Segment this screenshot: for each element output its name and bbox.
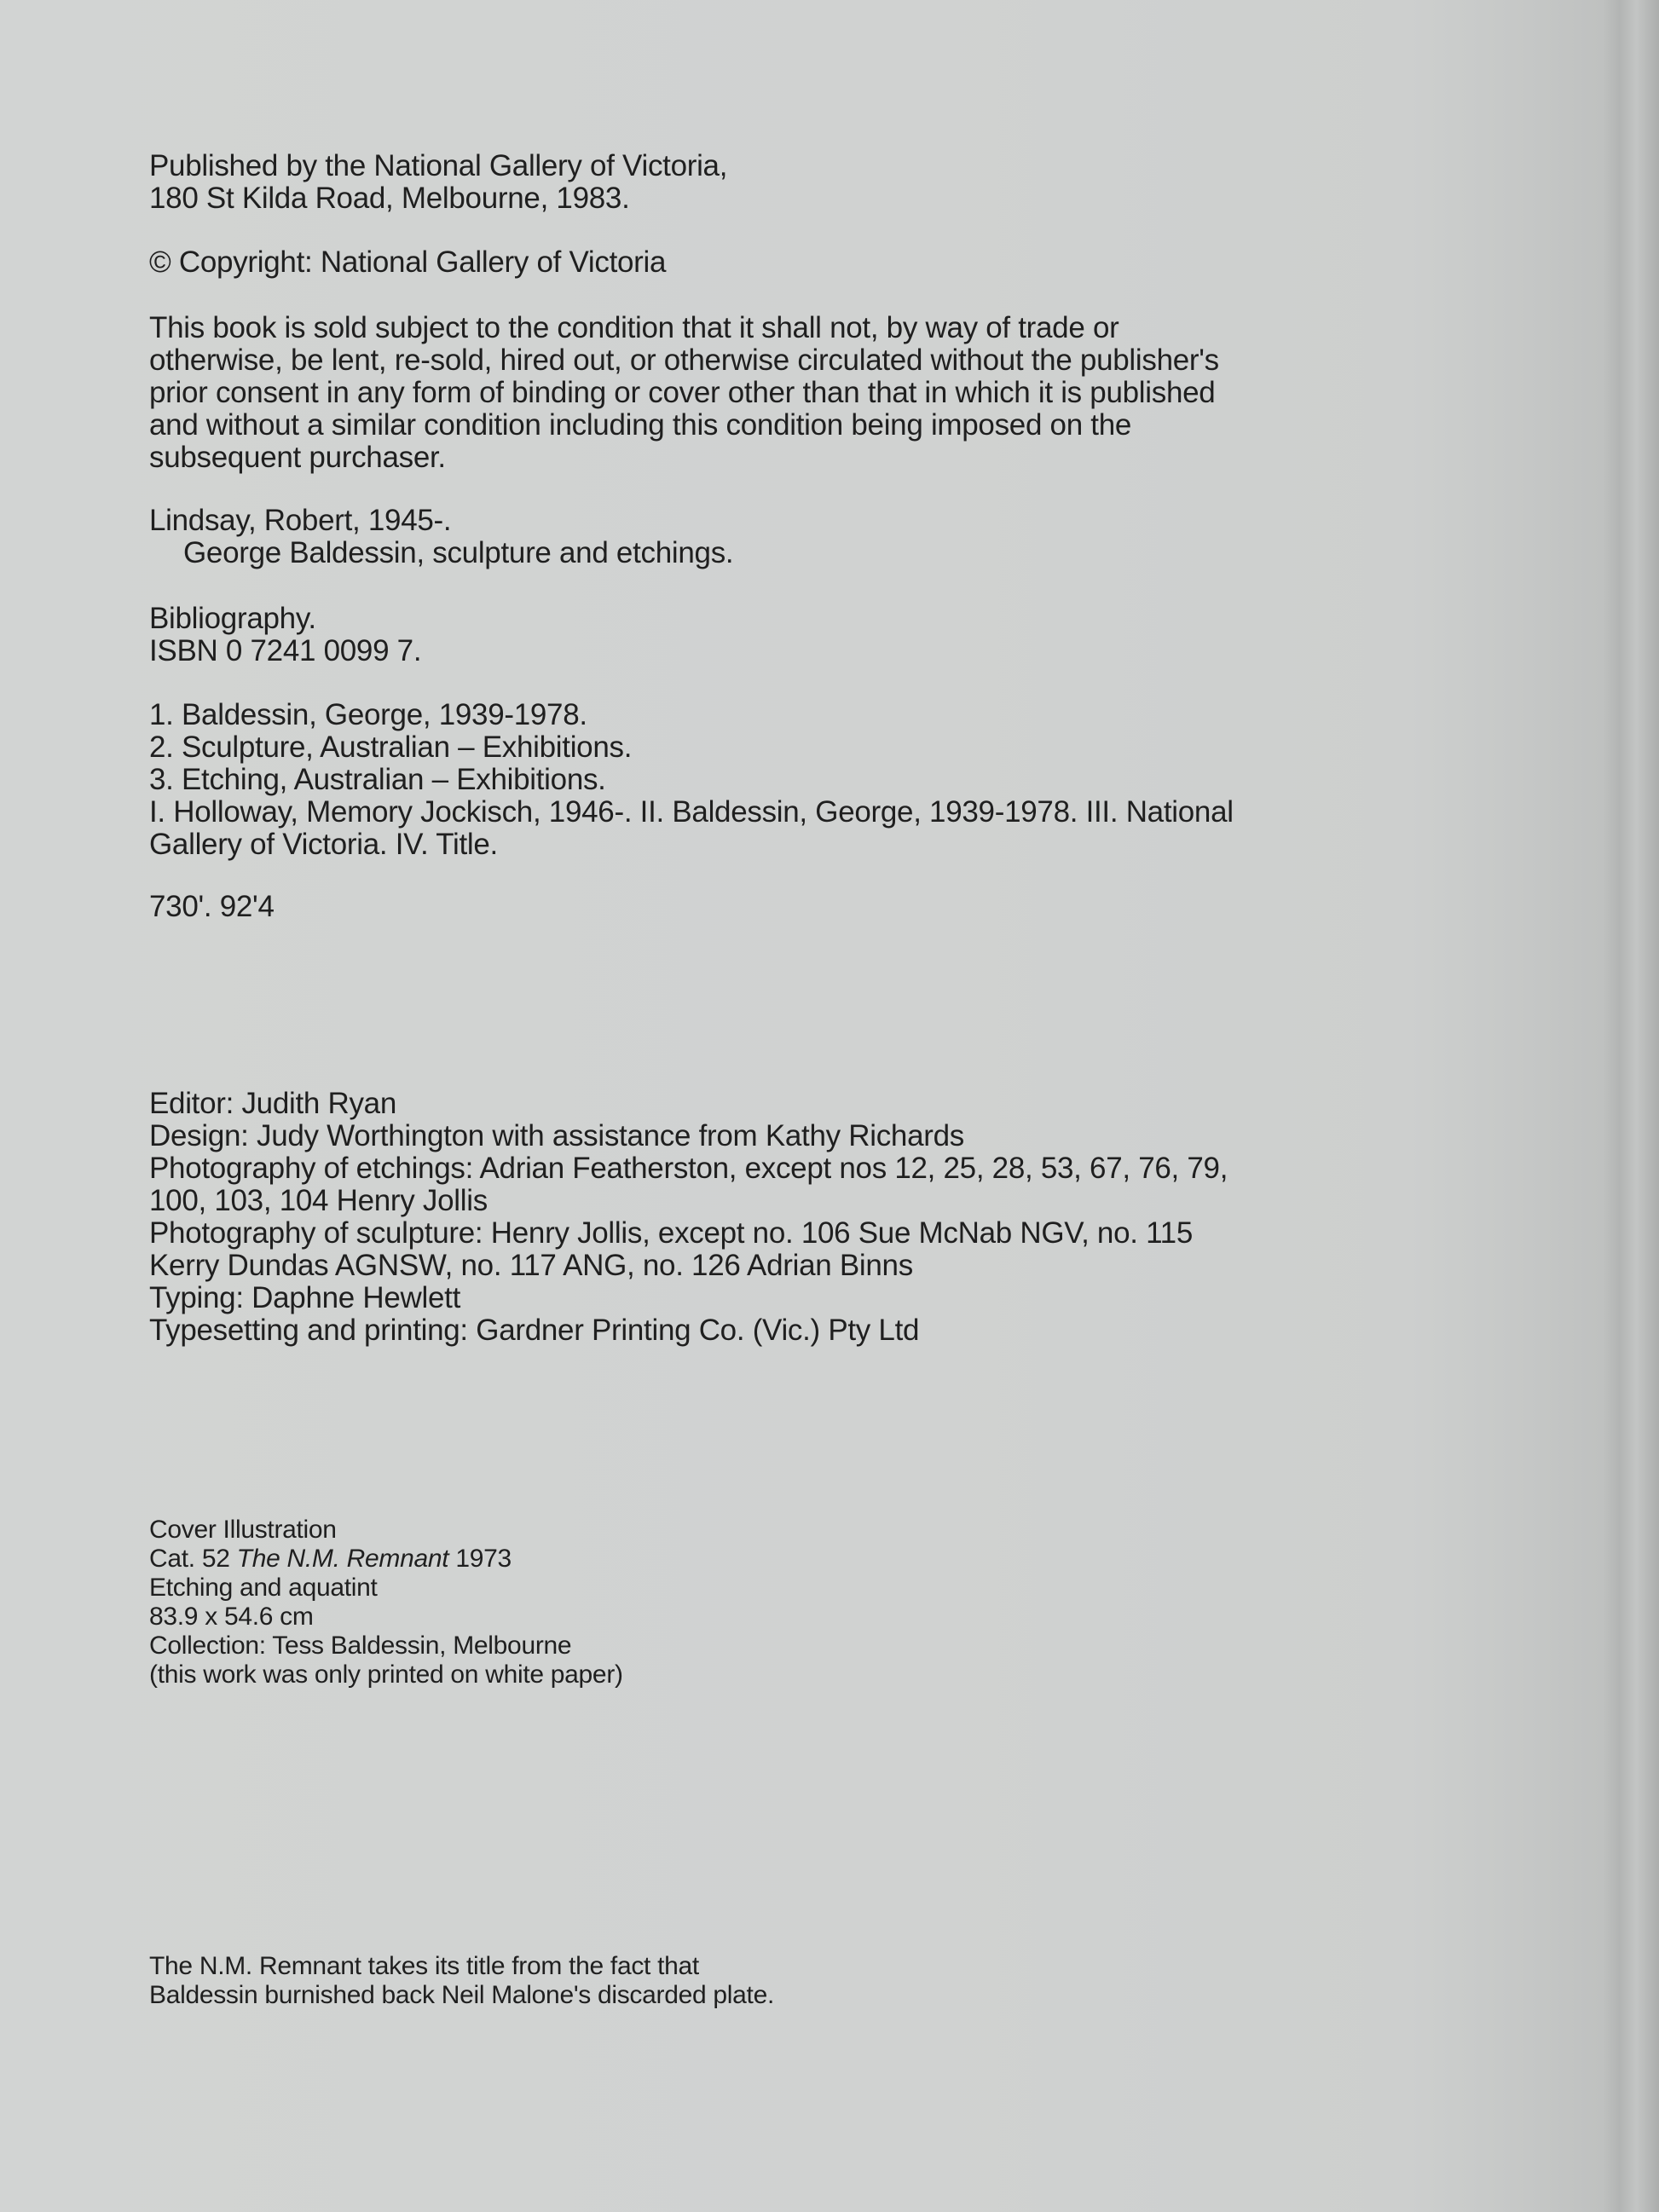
cover-illustration-block <box>149 1516 1309 1689</box>
added-entries: Gallery of Victoria. IV. Title. <box>149 828 498 861</box>
condition-line: otherwise, be lent, re-sold, hired out, or otherwise circulated without the publisher's <box>149 344 1219 377</box>
design-credit: Design: Judy Worthington with assistance from Kathy Richards <box>149 1119 964 1152</box>
artwork-year: 1973 <box>448 1545 512 1573</box>
subject-entry: 2. Sculpture, Australian – Exhibitions. <box>149 731 633 764</box>
condition-line: subsequent purchaser. <box>149 441 446 474</box>
cover-catalogue-line <box>149 1545 1309 1574</box>
footnote-line: Baldessin burnished back Neil Malone's discarded plate. <box>149 1981 774 2009</box>
cover-heading: Cover Illustration <box>149 1516 337 1544</box>
publisher-address: 180 St Kilda Road, Melbourne, 1983. <box>149 182 630 215</box>
typesetting-credit: Typesetting and printing: Gardner Printing Co. (Vic.) Pty Ltd <box>149 1314 920 1347</box>
credits-block <box>149 1088 1309 1347</box>
bibliography-note: Bibliography. <box>149 602 316 635</box>
typing-credit: Typing: Daphne Hewlett <box>149 1281 461 1314</box>
artwork-title: The N.M. Remnant <box>236 1545 449 1573</box>
copyright-text: © Copyright: National Gallery of Victoria <box>149 245 667 279</box>
author-entry: Lindsay, Robert, 1945-. <box>149 504 452 537</box>
title-entry: George Baldessin, sculpture and etchings. <box>183 536 734 569</box>
cat-number: Cat. 52 <box>149 1545 237 1573</box>
footnote-line: The N.M. Remnant takes its title from the fact that <box>149 1952 699 1980</box>
photo-sculpture-credit: Kerry Dundas AGNSW, no. 117 ANG, no. 126 Adrian Binns <box>149 1249 913 1282</box>
subject-entry: 3. Etching, Australian – Exhibitions. <box>149 763 606 796</box>
photo-etchings-credit: Photography of etchings: Adrian Featherston, except nos 12, 25, 28, 53, 67, 76, 79, <box>149 1152 1228 1185</box>
editor-credit: Editor: Judith Ryan <box>149 1087 397 1120</box>
subject-entry: 1. Baldessin, George, 1939-1978. <box>149 698 587 731</box>
condition-line: and without a similar condition including this condition being imposed on the <box>149 408 1132 442</box>
classification-number <box>149 891 1309 923</box>
sale-conditions <box>149 312 1309 474</box>
added-entries: I. Holloway, Memory Jockisch, 1946-. II. Baldessin, George, 1939-1978. III. National <box>149 795 1234 829</box>
photo-sculpture-credit: Photography of sculpture: Henry Jollis, except no. 106 Sue McNab NGV, no. 115 <box>149 1216 1193 1250</box>
photo-etchings-credit: 100, 103, 104 Henry Jollis <box>149 1184 488 1217</box>
catalogue-author <box>149 505 1309 569</box>
cover-note: (this work was only printed on white paper) <box>149 1660 623 1689</box>
classification-text: 730'. 92'4 <box>149 890 275 923</box>
catalogue-bibliography <box>149 603 1309 667</box>
condition-line: This book is sold subject to the condition that it shall not, by way of trade or <box>149 311 1119 344</box>
cover-dimensions: 83.9 x 54.6 cm <box>149 1603 314 1631</box>
catalogue-subjects <box>149 699 1309 861</box>
copyright-notice <box>149 246 1309 279</box>
isbn: ISBN 0 7241 0099 7. <box>149 634 422 667</box>
footnote-block <box>149 1952 1309 2010</box>
cover-collection: Collection: Tess Baldessin, Melbourne <box>149 1632 572 1660</box>
page-edge-shadow <box>1603 0 1659 2212</box>
publisher-line: Published by the National Gallery of Victoria, <box>149 149 728 182</box>
publisher-block <box>149 150 1309 215</box>
cover-medium: Etching and aquatint <box>149 1574 378 1602</box>
condition-line: prior consent in any form of binding or cover other than that in which it is published <box>149 376 1216 409</box>
